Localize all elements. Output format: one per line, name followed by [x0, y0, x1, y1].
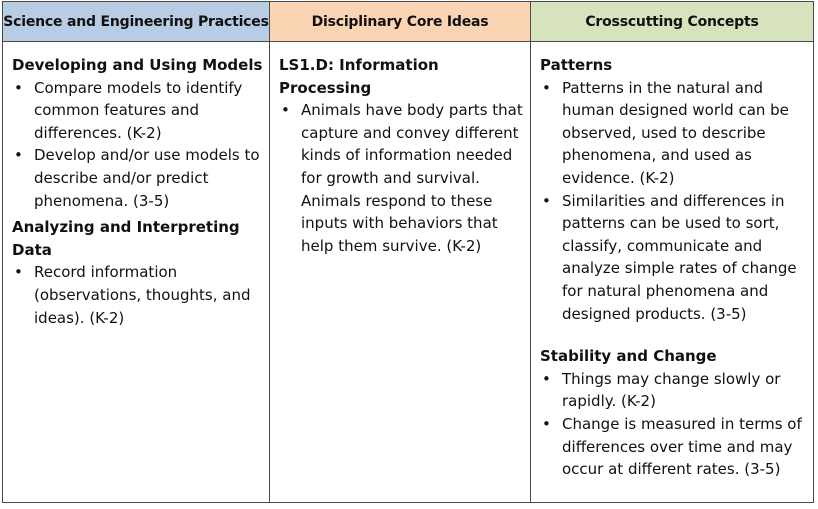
- practices-cell: [3, 42, 270, 502]
- patterns-heading: Patterns: [540, 56, 613, 74]
- list-item: • Compare models to identify common features and differences. (K-2): [12, 77, 269, 145]
- header-crosscutting: Crosscutting Concepts: [531, 2, 813, 42]
- stability-list: [540, 368, 813, 481]
- list-item: • Record information (observations, thoughts, and ideas). (K-2): [12, 261, 269, 329]
- list-item: • Similarities and differences in patterns can be used to sort, classify, communicate and analyze simple rates of change for natural phenomena and designed products. (3-5): [540, 190, 813, 326]
- core-idea-heading: LS1.D: Information Processing: [279, 56, 439, 97]
- core-ideas-cell: [270, 42, 531, 502]
- models-list: [12, 77, 269, 213]
- list-item: • Patterns in the natural and human designed world can be observed, used to describe phenomena, and used as evidence. (K-2): [540, 77, 813, 190]
- list-item: • Animals have body parts that capture and convey different kinds of information needed for growth and survival. Animals respond to these inputs with behaviors that help them survive. (K-2): [279, 99, 530, 257]
- header-practices: Science and Engineering Practices: [3, 2, 270, 42]
- header-core-ideas: Disciplinary Core Ideas: [270, 2, 531, 42]
- data-heading: Analyzing and Interpreting Data: [12, 218, 240, 259]
- list-item: • Develop and/or use models to describe and/or predict phenomena. (3-5): [12, 144, 269, 212]
- models-heading: Developing and Using Models: [12, 56, 263, 74]
- crosscutting-cell: [531, 42, 813, 502]
- list-item: • Change is measured in terms of differences over time and may occur at different rates. (3-5): [540, 413, 813, 481]
- stability-heading: Stability and Change: [540, 347, 717, 366]
- core-idea-list: [279, 99, 530, 257]
- data-list: [12, 261, 269, 329]
- standards-table: [2, 1, 814, 503]
- patterns-list: [540, 77, 813, 326]
- list-item: • Things may change slowly or rapidly. (K-2): [540, 368, 813, 413]
